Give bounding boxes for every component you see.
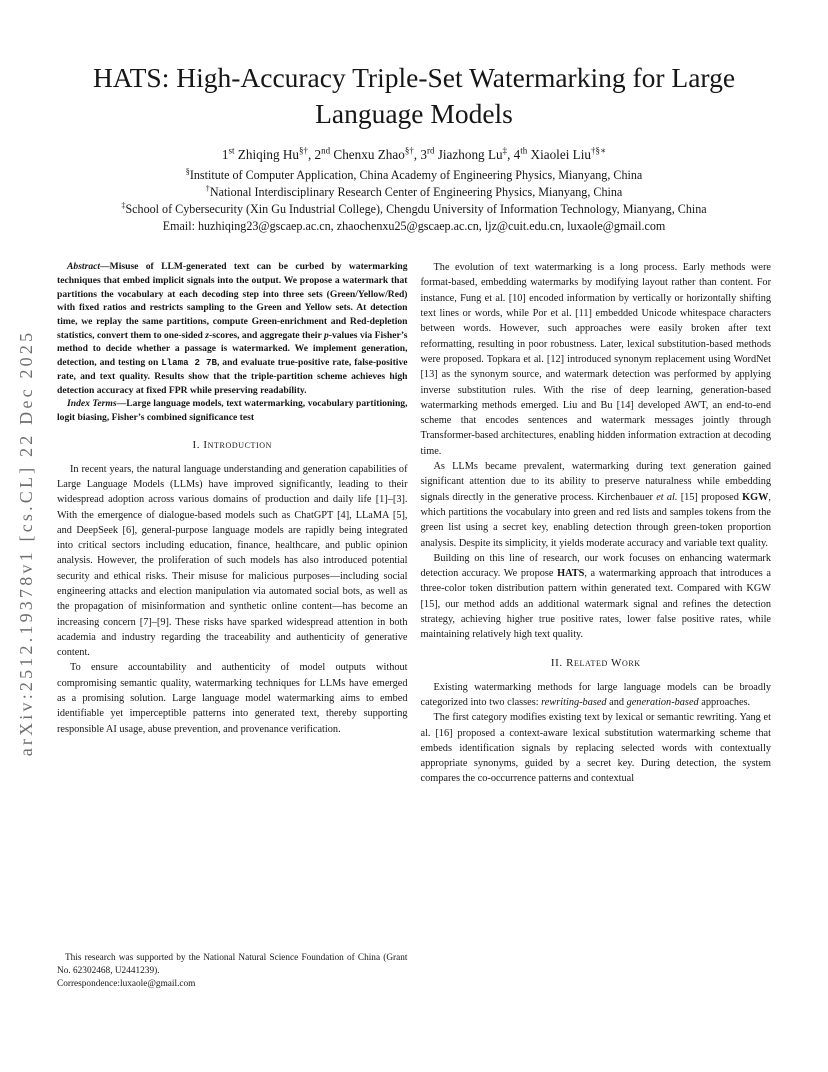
two-column-body [57,260,771,996]
related-paragraph-5: The first category modifies existing text by lexical or semantic rewriting. Yang et al. [16] proposed a context-aware lexical substitution watermarking scheme that embeds identification signals by replacing selected words with contextually appropriate synonyms, guided by a secret key. During detection, the system compares the co-occurrence patterns and contextual [420,712,771,785]
abstract-paragraph: Abstract—Misuse of LLM-generated text can be curbed by watermarking techniques that embed implicit signals into the output. We propose a watermark that partitions the vocabulary at each decoding step into three sets (Green/Yellow/Red) with fixed ratios and restricts sampling to the Green and Yellow sets. At detection time, we replay the same partitions, compute Green-enrichment and Red-depletion statistics, convert them to one-sided z-scores, and aggregate their p-values via Fisher’s method to decide whether a passage is watermarked. We implement generation, detection, and testing on Llama 2 7B, and evaluate true-positive rate, false-positive rate, and text quality. Results show that the triple-partition scheme achieves high detection accuracy at fixed FPR while preserving readability. [57,261,408,396]
related-paragraph-3: Building on this line of research, our work focuses on enhancing watermark detection accuracy. We propose HATS, a watermarking approach that introduces a three-color token distribution pattern within generated text. Compared with KGW [15], our method adds an additional watermark signal and refines the detection strategy, achieving higher true positive rates, lower false positive rates, while maintaining relatively high text quality. [420,552,771,641]
index-terms-paragraph: Index Terms—Large language models, text watermarking, vocabulary partitioning, logit biasing, Fisher’s combined significance test [57,398,408,423]
funding-note: This research was supported by the National Natural Science Foundation of China (Grant No. 62302468, U2441239). [57,953,408,976]
affiliation-3: ‡School of Cybersecurity (Xin Gu Industrial College), Chengdu University of Information Technology, Mianyang, China [121,200,707,216]
affiliation-1: §Institute of Computer Application, China Academy of Engineering Physics, Mianyang, China [185,166,643,182]
intro-paragraph-1: In recent years, the natural language understanding and generation capabilities of Large Language Models (LLMs) have improved significantly, leading to their widespread adoption across various domains of production and daily life [1]–[3]. With the emergence of dialogue-based models such as ChatGPT [4], LLaMA [5], and DeepSeek [6], general-purpose language models are rapidly being integrated into critical sectors including education, finance, healthcare, and public opinion analysis. However, the proliferation of such models has also introduced potential security and ethical risks. Their misuse for malicious purposes—including social engineering attacks and election manipulation via automated social bots, as well as the propagation of misinformation and synthetic online content—has become an increasing concern [7]–[9]. These risks have sparked widespread attention in both academia and industry regarding the traceability and authenticity of generative content. [57,463,408,659]
paper-title: HATS: High-Accuracy Triple-Set Watermarking for Large Language Models [92,62,736,129]
author-block [57,147,771,236]
section-heading-introduction: I. Introduction [192,438,273,451]
funding-footnote [57,952,408,996]
correspondence-note: Correspondence:luxaole@gmail.com [57,978,196,989]
email-line: Email: huzhiqing23@gscaep.ac.cn, zhaochenxu25@gscaep.ac.cn, ljz@cuit.edu.cn, luxaole@gmail.com [162,219,666,234]
intro-paragraph-2: To ensure accountability and authenticity of model outputs without compromising semantic quality, watermarking techniques for LLMs have emerged as a promising solution. Large language model watermarking aims to embed identifiable yet imperceptible patterns into generated text, thereby supporting responsible AI usage, abuse prevention, and provenance verification. [57,662,408,735]
affiliation-2: †National Interdisciplinary Research Center of Engineering Physics, Mianyang, China [205,183,623,199]
related-paragraph-2: As LLMs became prevalent, watermarking during text generation gained significant attention due to its ability to preserve naturalness while embedding signals directly in the generative process. Kirchenbauer et al. [15] proposed KGW, which partitions the vocabulary into green and red lists and samples tokens from the green list using a secret key, enabling detection through green-token proportion analysis. Despite its simplicity, it yields moderate accuracy and variable text quality. [420,461,771,549]
author-names: 1st Zhiqing Hu§†, 2nd Chenxu Zhao§†, 3rd Jiazhong Lu‡, 4th Xiaolei Liu†§∗ [221,145,607,162]
related-paragraph-4: Existing watermarking methods for large language models can be broadly categorized into two classes: rewriting-based and generation-based approaches. [420,681,771,708]
right-column [421,260,772,996]
left-column [57,260,408,996]
section-heading-related-work: II. Related Work [550,656,641,669]
related-paragraph-1: The evolution of text watermarking is a long process. Early methods were format-based, embedding watermarks by modifying layout rather than content. For instance, Fung et al. [10] encoded information by vertically or horizontally shifting text lines or words, while Por et al. [11] embedded Unicode whitespace characters between words. However, such approaches were easily broken after text reformatting, resulting in poor robustness. Later, lexical substitution-based methods were proposed. Topkara et al. [12] introduced synonym replacement using WordNet [13] as the synonym source, and watermark detection was performed by applying inverse substitution rules. With the rise of deep learning, generation-based watermarking methods emerged. Liu and Bu [14] developed AWT, an end-to-end scheme that encodes sentences and watermark messages jointly through Transformer-based architectures, enabling hidden information extraction at decoding time. [420,262,771,457]
arxiv-watermark: arXiv:2512.19378v1 [cs.CL] 22 Dec 2025 [16,329,36,757]
